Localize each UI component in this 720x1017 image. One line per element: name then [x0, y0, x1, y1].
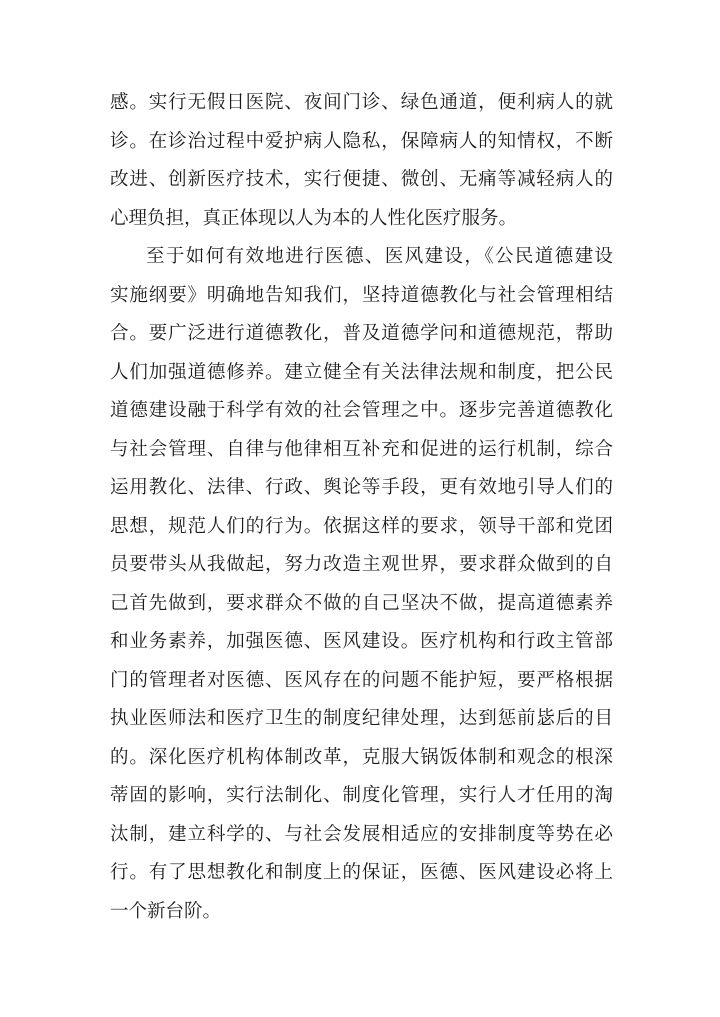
- body-text: [110, 84, 613, 931]
- text-line: 人们加强道德修养。建立健全有关法律法规和制度，把公民: [110, 361, 613, 383]
- text-line: 诊。在诊治过程中爱护病人隐私，保障病人的知情权，不断: [110, 130, 613, 152]
- text-line: 蒂固的影响，实行法制化、制度化管理，实行人才任用的淘: [110, 785, 613, 806]
- text-line: 改进、创新医疗技术，实行便捷、微创、无痛等减轻病人的: [110, 169, 613, 190]
- text-line: 心理负担，真正体现以人为本的人性化医疗服务。: [110, 207, 518, 229]
- text-line: 一个新台阶。: [110, 900, 222, 922]
- text-line: 运用教化、法律、行政、舆论等手段，更有效地引导人们的: [110, 477, 613, 498]
- text-line: 的。深化医疗机构体制改革，克服大锅饭体制和观念的根深: [110, 746, 613, 768]
- text-line: 己首先做到，要求群众不做的自己坚决不做，提高道德素养: [110, 592, 613, 614]
- text-line: 汰制，建立科学的、与社会发展相适应的安排制度等势在必: [110, 823, 613, 845]
- text-line: 感。实行无假日医院、夜间门诊、绿色通道，便利病人的就: [110, 92, 613, 113]
- text-line: 员要带头从我做起，努力改造主观世界，要求群众做到的自: [110, 554, 613, 575]
- text-line: 思想，规范人们的行为。依据这样的要求，领导干部和党团: [110, 515, 613, 537]
- text-line: 道德建设融于科学有效的社会管理之中。逐步完善道德教化: [110, 400, 613, 421]
- text-line: 门的管理者对医德、医风存在的问题不能护短，要严格根据: [110, 669, 613, 691]
- paragraph-2: [110, 238, 613, 931]
- text-line: 至于如何有效地进行医德、医风建设，《公民道德建设: [146, 246, 613, 267]
- text-line: 合。要广泛进行道德教化，普及道德学问和道德规范，帮助: [110, 323, 613, 344]
- text-line: 实施纲要》明确地告知我们，坚持道德教化与社会管理相结: [110, 284, 613, 306]
- text-line: 与社会管理、自律与他律相互补充和促进的运行机制，综合: [110, 438, 613, 460]
- paragraph-1: [110, 84, 613, 238]
- text-line: 执业医师法和医疗卫生的制度纪律处理，达到惩前毖后的目: [110, 708, 613, 729]
- text-line: 行。有了思想教化和制度上的保证，医德、医风建设必将上: [110, 862, 613, 883]
- text-line: 和业务素养，加强医德、医风建设。医疗机构和行政主管部: [110, 631, 613, 652]
